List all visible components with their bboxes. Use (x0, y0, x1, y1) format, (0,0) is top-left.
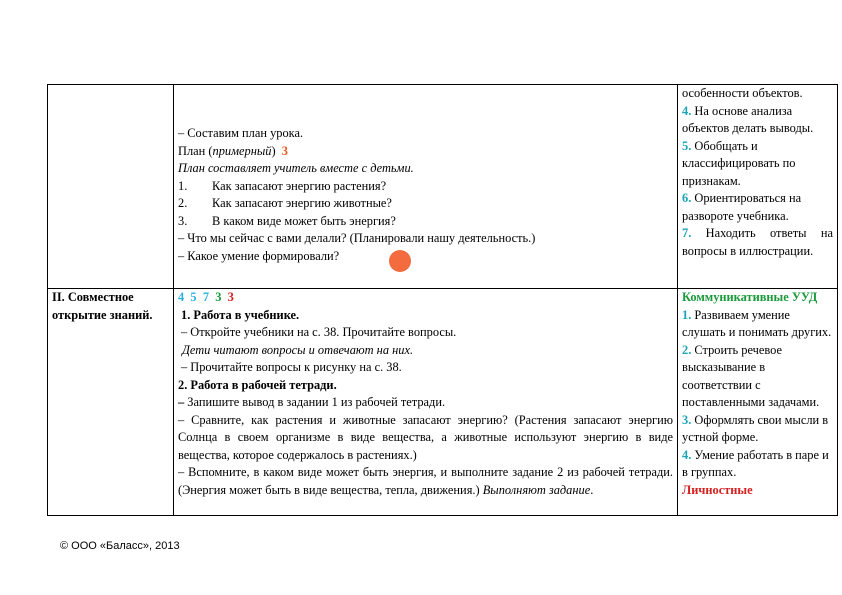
skills-cell (678, 289, 838, 516)
text-paragraph: – Вспомните, в каком виде может быть энергия, и выполните задание 2 из рабочей тетради. (Энергия может быть в виде вещества, тепла, движения.) Выполняют задание. (178, 465, 673, 497)
level-markers: 4 5 7 3 3 (178, 290, 234, 304)
activity-cell (174, 85, 678, 289)
list-item: 3. В каком виде может быть энергия? (178, 213, 396, 228)
level-marker: 3 (281, 143, 288, 158)
activity-cell (174, 289, 678, 516)
skill-item: 4. На основе анализа объектов делать выводы. (682, 103, 814, 135)
section-heading: 2. Работа в рабочей тетради. (178, 377, 337, 392)
skill-item: 3. Оформлять свои мысли в устной форме. (682, 412, 829, 444)
text-line: – Какое умение формировали? (178, 248, 340, 263)
table-row (48, 85, 838, 289)
orange-dot-marker (389, 250, 411, 272)
text-line: План составляет учитель вместе с детьми. (178, 161, 414, 175)
skills-heading: Личностные (682, 482, 753, 497)
copyright-footer: © ООО «Баласс», 2013 (60, 540, 180, 552)
skill-item: 2. Строить речевое высказывание в соответствии с поставленными задачами. (682, 342, 820, 409)
section-heading: 1. Работа в учебнике. (181, 307, 300, 322)
skill-item: 6. Ориентироваться на развороте учебника. (682, 191, 802, 223)
skill-item: 7. Находить ответы на вопросы в иллюстрации. (682, 226, 833, 258)
stage-cell: II. Совместное открытие знаний. (48, 289, 174, 516)
skills-cell (678, 85, 838, 289)
text-line: – Составим план урока. (178, 126, 304, 140)
text-line: – Что мы сейчас с вами делали? (Планировали нашу деятельность.) (178, 231, 536, 245)
text-line: особенности объектов. (682, 86, 803, 100)
skill-item: 4. Умение работать в паре и в группах. (682, 447, 829, 479)
skill-item: 1. Развиваем умение слушать и понимать других. (682, 307, 832, 339)
text-line: – Прочитайте вопросы к рисунку на с. 38. (181, 360, 402, 374)
lesson-table (47, 84, 838, 516)
skills-heading: Коммуникативные УУД (682, 290, 818, 304)
list-item: 1. Как запасают энергию растения? (178, 178, 387, 193)
text-paragraph: – Сравните, как растения и животные запасают энергию? (Растения запасают энергию Солнца в своем организме в виде вещества, а животные используют энергию в виде вещества, которое содержалось в растениях.) (178, 412, 673, 462)
table-row (48, 289, 838, 516)
text-line: – Откройте учебники на с. 38. Прочитайте вопросы. (181, 325, 457, 339)
text-line: Дети читают вопросы и отвечают на них. (182, 342, 414, 357)
skill-item: 5. Обобщать и классифицировать по признакам. (682, 138, 796, 188)
text-line: – Запишите вывод в задании 1 из рабочей тетради. (178, 395, 446, 409)
plan-line: План (примерный) 3 (178, 143, 288, 158)
stage-cell (48, 85, 174, 289)
list-item: 2. Как запасают энергию животные? (178, 196, 392, 210)
